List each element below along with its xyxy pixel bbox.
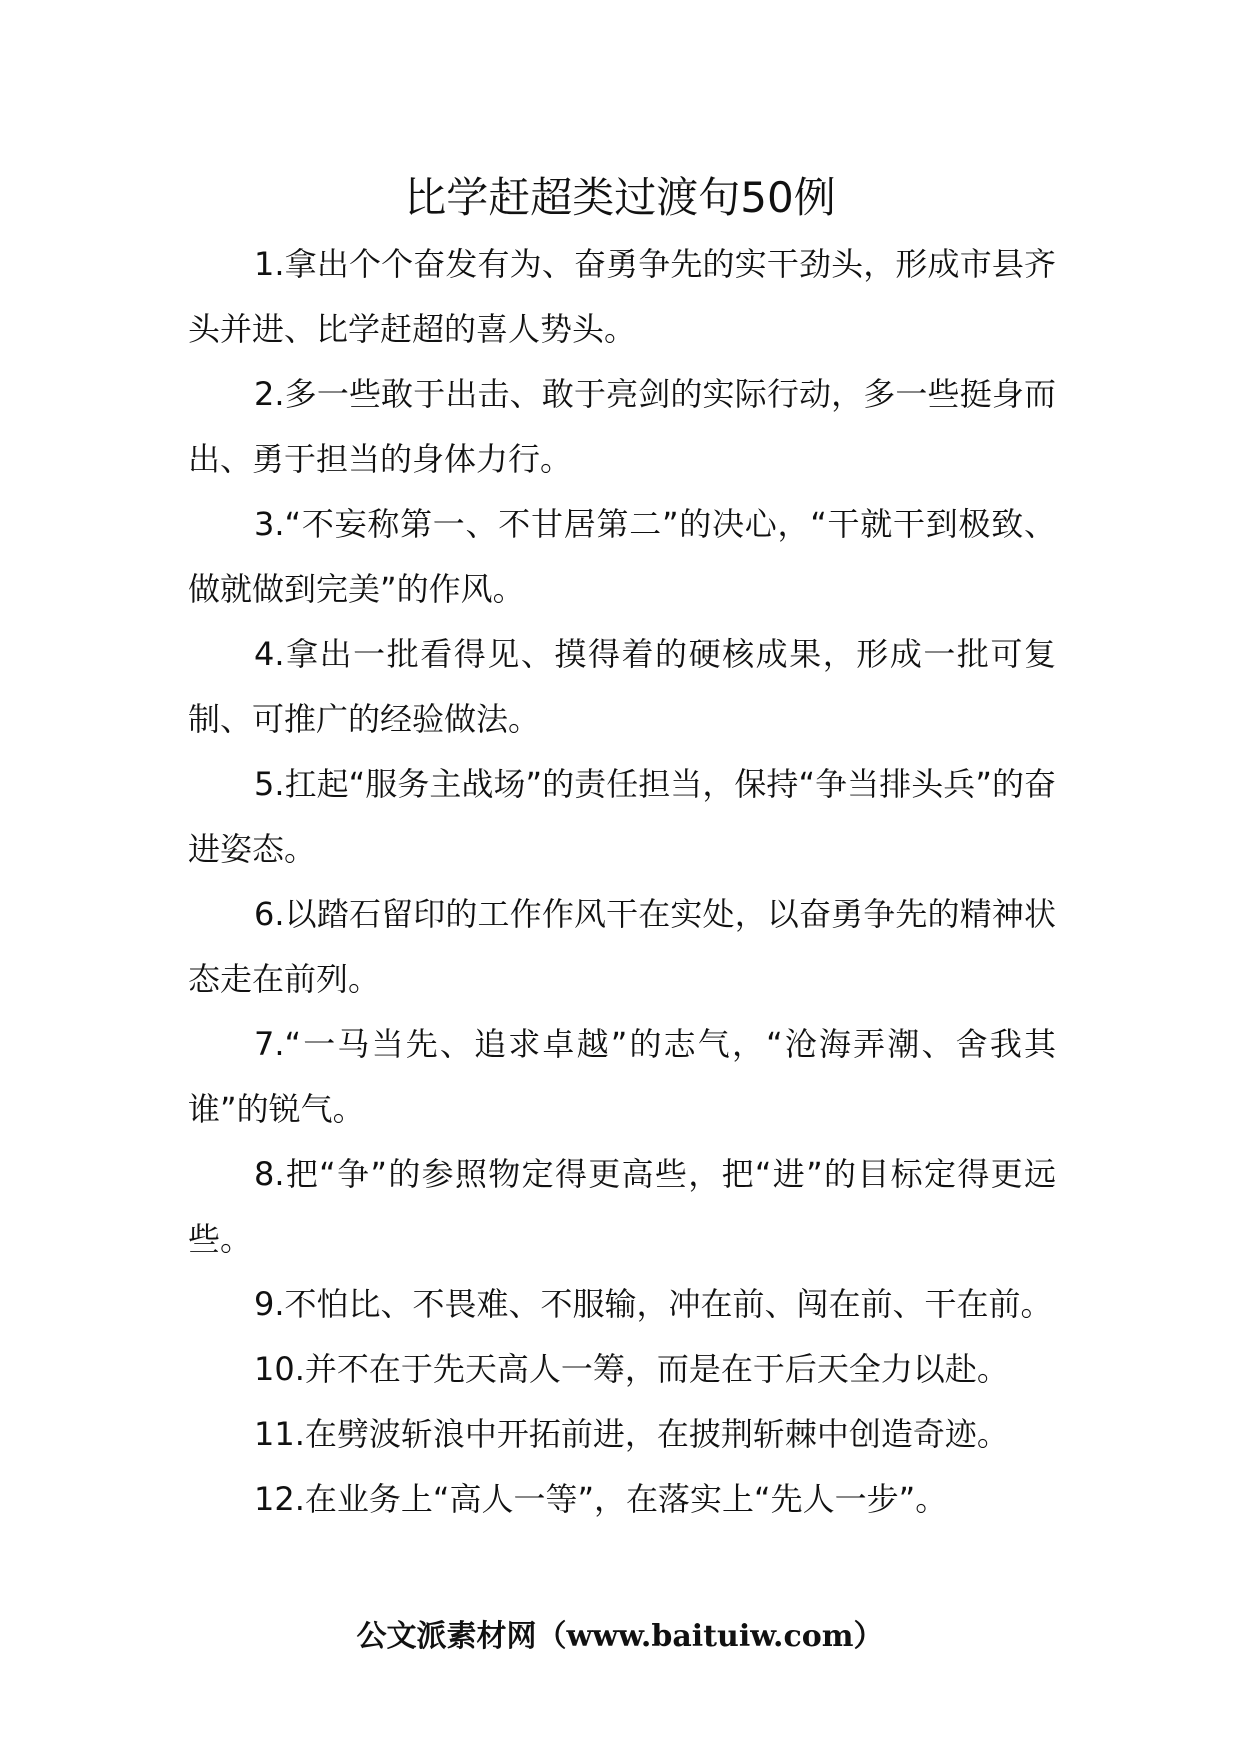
paragraph-11: 11.在劈波斩浪中开拓前进，在披荆斩棘中创造奇迹。 bbox=[254, 1415, 1009, 1453]
document-body bbox=[188, 232, 1056, 1532]
paragraph-6: 6.以踏石留印的工作作风干在实处，以奋勇争先的精神状态走在前列。 bbox=[188, 895, 1056, 998]
paragraph-5: 5.扛起“服务主战场”的责任担当，保持“争当排头兵”的奋进姿态。 bbox=[188, 765, 1056, 868]
paragraph-9: 9.不怕比、不畏难、不服输，冲在前、闯在前、干在前。 bbox=[254, 1285, 1053, 1323]
document-title: 比学赶超类过渡句50例 bbox=[404, 173, 836, 222]
paragraph-10: 10.并不在于先天高人一筹，而是在于后天全力以赴。 bbox=[254, 1350, 1009, 1388]
paragraph-7: 7.“一马当先、追求卓越”的志气，“沧海弄潮、舍我其谁”的锐气。 bbox=[188, 1025, 1056, 1128]
paragraph-3: 3.“不妄称第一、不甘居第二”的决心，“干就干到极致、做就做到完美”的作风。 bbox=[188, 505, 1056, 608]
paragraph-12: 12.在业务上“高人一等”，在落实上“先人一步”。 bbox=[254, 1480, 948, 1518]
paragraph-8: 8.把“争”的参照物定得更高些，把“进”的目标定得更远些。 bbox=[188, 1155, 1056, 1258]
paragraph-1: 1.拿出个个奋发有为、奋勇争先的实干劲头，形成市县齐头并进、比学赶超的喜人势头。 bbox=[188, 245, 1056, 348]
footer-source: 公文派素材网（www.baituiw.com） bbox=[356, 1619, 884, 1654]
paragraph-4: 4.拿出一批看得见、摸得着的硬核成果，形成一批可复制、可推广的经验做法。 bbox=[188, 635, 1056, 738]
paragraph-2: 2.多一些敢于出击、敢于亮剑的实际行动，多一些挺身而出、勇于担当的身体力行。 bbox=[188, 375, 1056, 478]
